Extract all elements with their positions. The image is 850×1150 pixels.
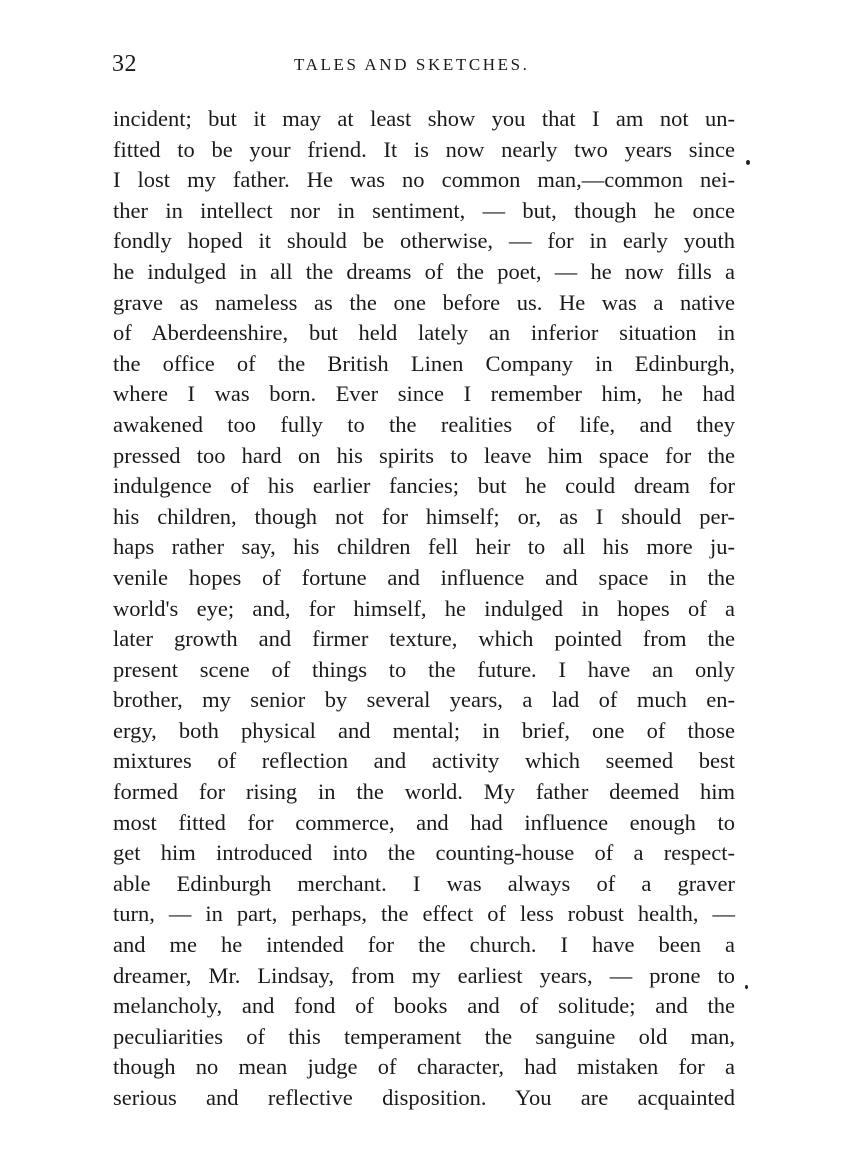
text-line: peculiarities of this temperament the sanguine old man,: [113, 1023, 735, 1049]
text-line: serious and reflective disposition. You are acquainted: [113, 1085, 735, 1110]
body-text: [113, 104, 735, 1114]
text-line: pressed too hard on his spirits to leave him space for the: [113, 442, 735, 468]
text-line: his children, though not for himself; or, as I should per-: [113, 503, 735, 529]
text-line: I lost my father. He was no common man,—common nei-: [113, 167, 735, 193]
text-line: of Aberdeenshire, but held lately an inferior situation in: [113, 320, 735, 346]
text-line: mixtures of reflection and activity which seemed best: [113, 748, 735, 774]
text-line: and me he intended for the church. I have been a: [113, 932, 735, 958]
text-line: fitted to be your friend. It is now nearly two years since: [113, 136, 735, 162]
text-line: most fitted for commerce, and had influence enough to: [113, 809, 735, 835]
running-title: TALES AND SKETCHES.: [294, 55, 530, 74]
text-line: the office of the British Linen Company in Edinburgh,: [113, 350, 735, 376]
text-line: get him introduced into the counting-house of a respect-: [113, 840, 735, 866]
print-speck: [746, 160, 750, 165]
page-number: 32: [112, 51, 137, 77]
print-speck: [745, 985, 748, 989]
text-line: incident; but it may at least show you that I am not un-: [113, 106, 735, 131]
text-line: later growth and firmer texture, which pointed from the: [113, 626, 735, 652]
text-line: where I was born. Ever since I remember him, he had: [113, 381, 735, 407]
text-line: melancholy, and fond of books and of solitude; and the: [113, 993, 735, 1019]
text-line: venile hopes of fortune and influence and space in the: [113, 564, 735, 590]
text-line: though no mean judge of character, had mistaken for a: [113, 1054, 735, 1080]
text-line: haps rather say, his children fell heir to all his more ju-: [113, 534, 735, 560]
text-line: grave as nameless as the one before us. He was a native: [113, 289, 735, 315]
text-line: formed for rising in the world. My father deemed him: [113, 779, 735, 805]
text-line: ther in intellect nor in sentiment, — but, though he once: [113, 197, 735, 223]
text-line: he indulged in all the dreams of the poet, — he now fills a: [113, 258, 735, 284]
text-line: able Edinburgh merchant. I was always of a graver: [113, 870, 735, 896]
text-line: ergy, both physical and mental; in brief, one of those: [113, 717, 735, 743]
text-line: present scene of things to the future. I have an only: [113, 656, 735, 682]
text-line: brother, my senior by several years, a lad of much en-: [113, 687, 735, 713]
text-line: awakened too fully to the realities of life, and they: [113, 411, 735, 437]
text-line: world's eye; and, for himself, he indulged in hopes of a: [113, 595, 735, 621]
text-line: dreamer, Mr. Lindsay, from my earliest years, — prone to: [113, 962, 735, 988]
text-line: turn, — in part, perhaps, the effect of less robust health, —: [113, 901, 735, 927]
text-line: indulgence of his earlier fancies; but he could dream for: [113, 473, 735, 499]
text-line: fondly hoped it should be otherwise, — for in early youth: [113, 228, 735, 254]
